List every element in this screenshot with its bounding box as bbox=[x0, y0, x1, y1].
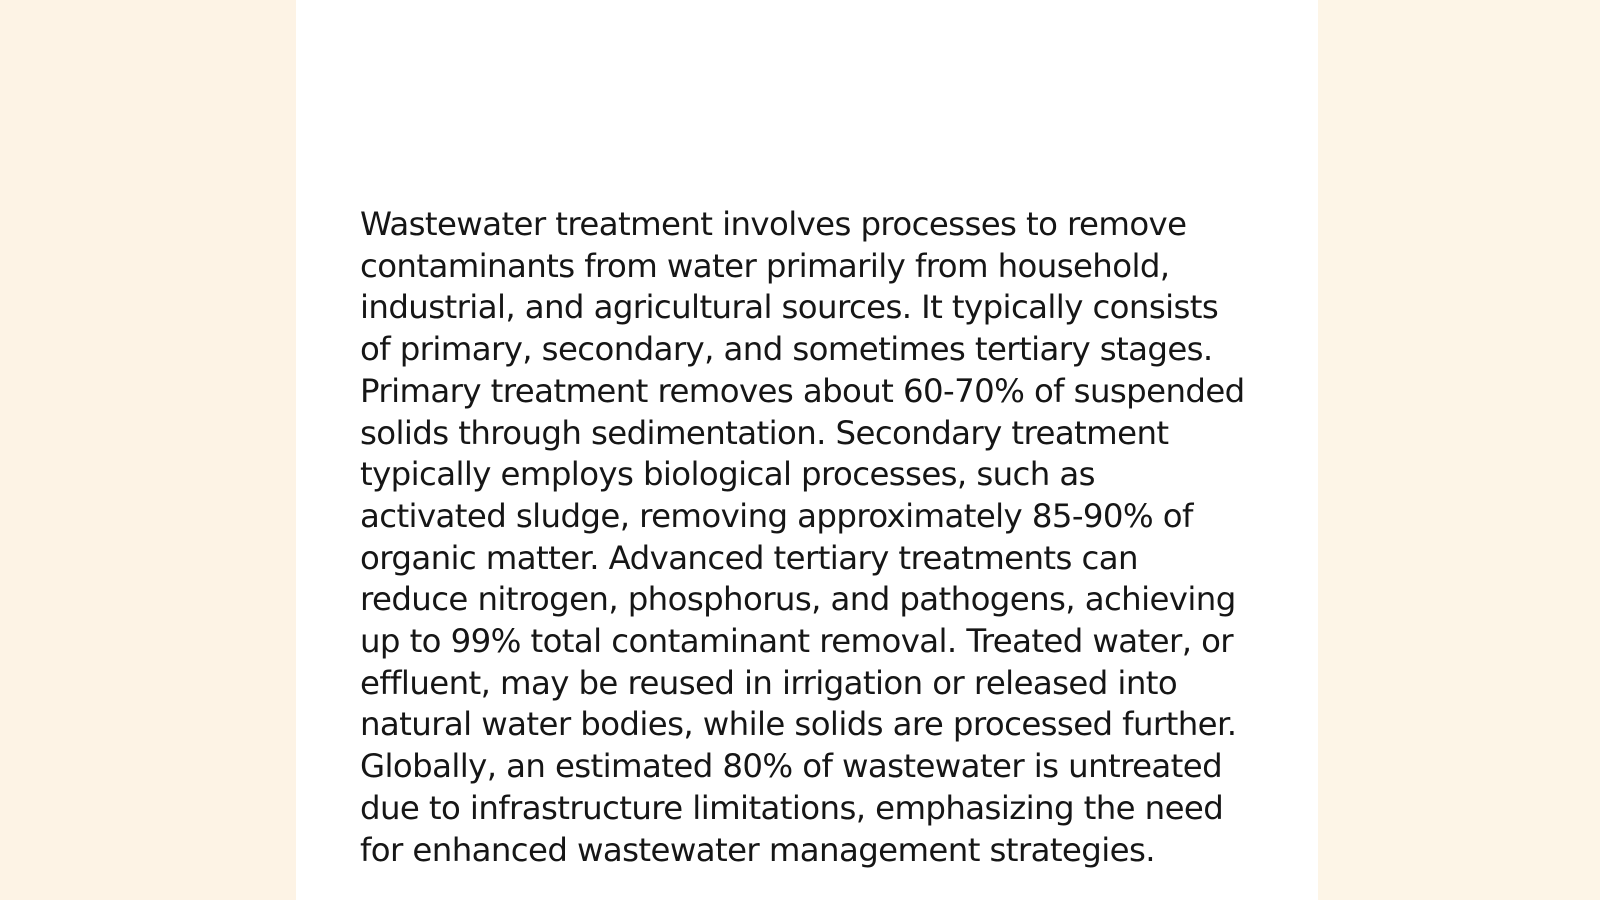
page-margin-left bbox=[0, 0, 296, 900]
document-panel bbox=[296, 0, 1318, 900]
body-paragraph: Wastewater treatment involves processes to remove contaminants from water primarily from household, industrial, and agricultural sources. It typically consists of primary, secondary, and sometimes tertiary stages. Primary treatment removes about 60-70% of suspended solids through sedimentation. Secondary treatment typically employs biological processes, such as activated sludge, removing approximately 85-90% of organic matter. Advanced tertiary treatments can reduce nitrogen, phosphorus, and pathogens, achieving up to 99% total contaminant removal. Treated water, or effluent, may be reused in irrigation or released into natural water bodies, while solids are processed further. Globally, an estimated 80% of wastewater is untreated due to infrastructure limitations, emphasizing the need for enhanced wastewater management strategies. bbox=[360, 205, 1245, 869]
page-margin-right bbox=[1318, 0, 1600, 900]
